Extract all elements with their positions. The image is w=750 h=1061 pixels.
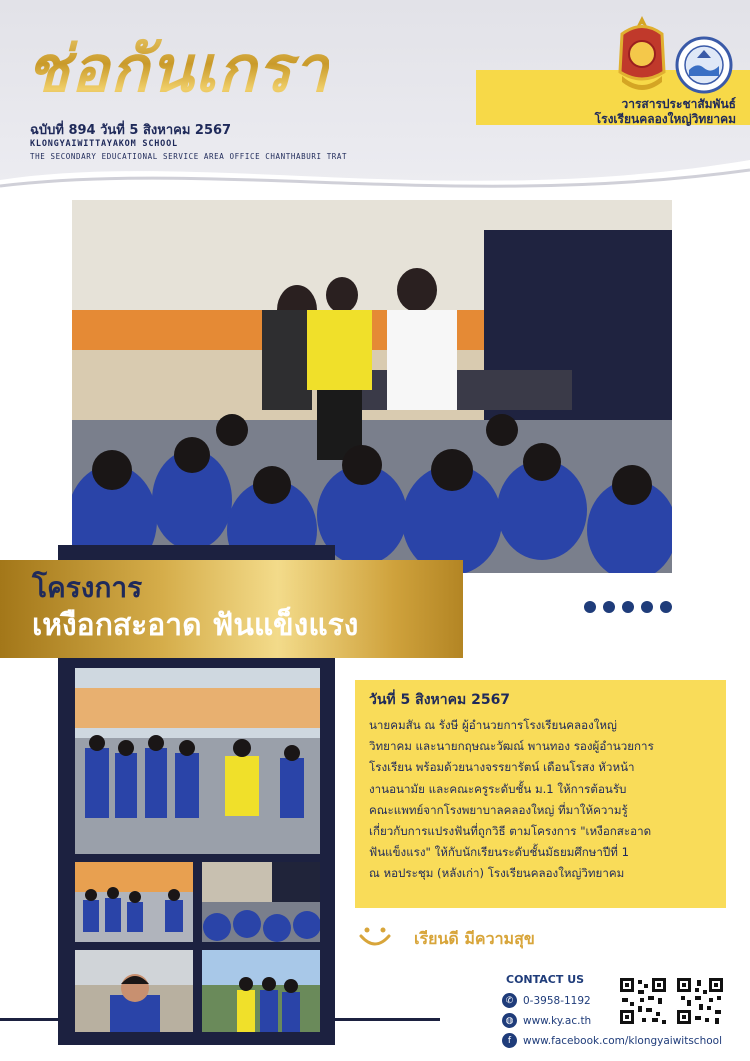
- contact-facebook[interactable]: [502, 1033, 722, 1048]
- project-name: เหงือกสะอาด ฟันแข็งแรง: [32, 608, 359, 643]
- dot-icon: [603, 601, 615, 613]
- article-box: [355, 680, 726, 908]
- article-line: งานอนามัย และคณะครูระดับชั้น ม.1 ให้การต้อนรับ: [369, 781, 627, 796]
- dot-icon: [641, 601, 653, 613]
- qr-code-icon[interactable]: [675, 976, 725, 1026]
- hero-photo: [72, 200, 672, 573]
- article-line: โรงเรียน พร้อมด้วยนางจรรยารัตน์ เดือนโรสง หัวหน้า: [369, 760, 635, 775]
- facebook-icon: f: [502, 1033, 517, 1048]
- divider: [0, 1018, 75, 1021]
- ministry-emblem-icon: [612, 14, 672, 94]
- gallery-photo-4: [75, 950, 193, 1032]
- dot-icon: [622, 601, 634, 613]
- article-date: วันที่ 5 สิงหาคม 2567: [369, 692, 511, 708]
- office-name-en: THE SECONDARY EDUCATIONAL SERVICE AREA OFFICE CHANTHABURI TRAT: [30, 152, 348, 161]
- dot-icon: [584, 601, 596, 613]
- contact-phone[interactable]: [502, 993, 591, 1008]
- phone-number: 0-3958-1192: [523, 994, 591, 1007]
- dot-icon: [660, 601, 672, 613]
- article-line: คณะแพทย์จากโรงพยาบาลคลองใหญ่ ที่มาให้ความรู้: [369, 802, 628, 817]
- smile-icon: [358, 922, 392, 950]
- school-name-th: โรงเรียนคลองใหญ่วิทยาคม: [594, 112, 736, 126]
- gallery-photo-5: [202, 950, 320, 1032]
- article-line: นายคมสัน ณ รังษี ผู้อำนวยการโรงเรียนคลองใหญ่: [369, 718, 617, 732]
- article-line: ณ หอประชุม (หลังเก่า) โรงเรียนคลองใหญ่วิทยาคม: [369, 866, 625, 881]
- qr-code-icon[interactable]: [618, 976, 668, 1026]
- journal-label: วารสารประชาสัมพันธ์: [621, 97, 736, 111]
- phone-icon: ✆: [502, 993, 517, 1008]
- project-label: โครงการ: [32, 571, 143, 604]
- article-line: เกี่ยวกับการแปรงฟันที่ถูกวิธี ตามโครงการ "เหงือกสะอาด: [369, 824, 652, 839]
- gallery-photo-3: [202, 862, 320, 942]
- decorative-dots: [584, 601, 672, 613]
- school-motto: เรียนดี มีความสุข: [414, 929, 535, 948]
- publication-title: ช่อกันเกรา: [26, 18, 329, 120]
- facebook-url: www.facebook.com/klongyaiwitschool: [523, 1034, 722, 1047]
- article-line: วิทยาคม และนายกฤษณะวัฒณ์ พานทอง รองผู้อำนวยการ: [369, 739, 654, 754]
- contact-website[interactable]: [502, 1013, 591, 1028]
- school-seal-icon: [675, 36, 733, 94]
- issue-line: ฉบับที่ 894 วันที่ 5 สิงหาคม 2567: [30, 123, 232, 138]
- globe-icon: ◍: [502, 1013, 517, 1028]
- gallery-photo-2: [75, 862, 193, 942]
- article-line: ฟันแข็งแรง" ให้กับนักเรียนระดับชั้นมัธยมศึกษาปีที่ 1: [369, 845, 629, 860]
- website-url: www.ky.ac.th: [523, 1014, 592, 1027]
- school-name-en: KLONGYAIWITTAYAKOM SCHOOL: [30, 139, 178, 149]
- gallery-photo-main: [75, 668, 320, 854]
- divider: [335, 1018, 440, 1021]
- contact-title: CONTACT US: [506, 973, 585, 986]
